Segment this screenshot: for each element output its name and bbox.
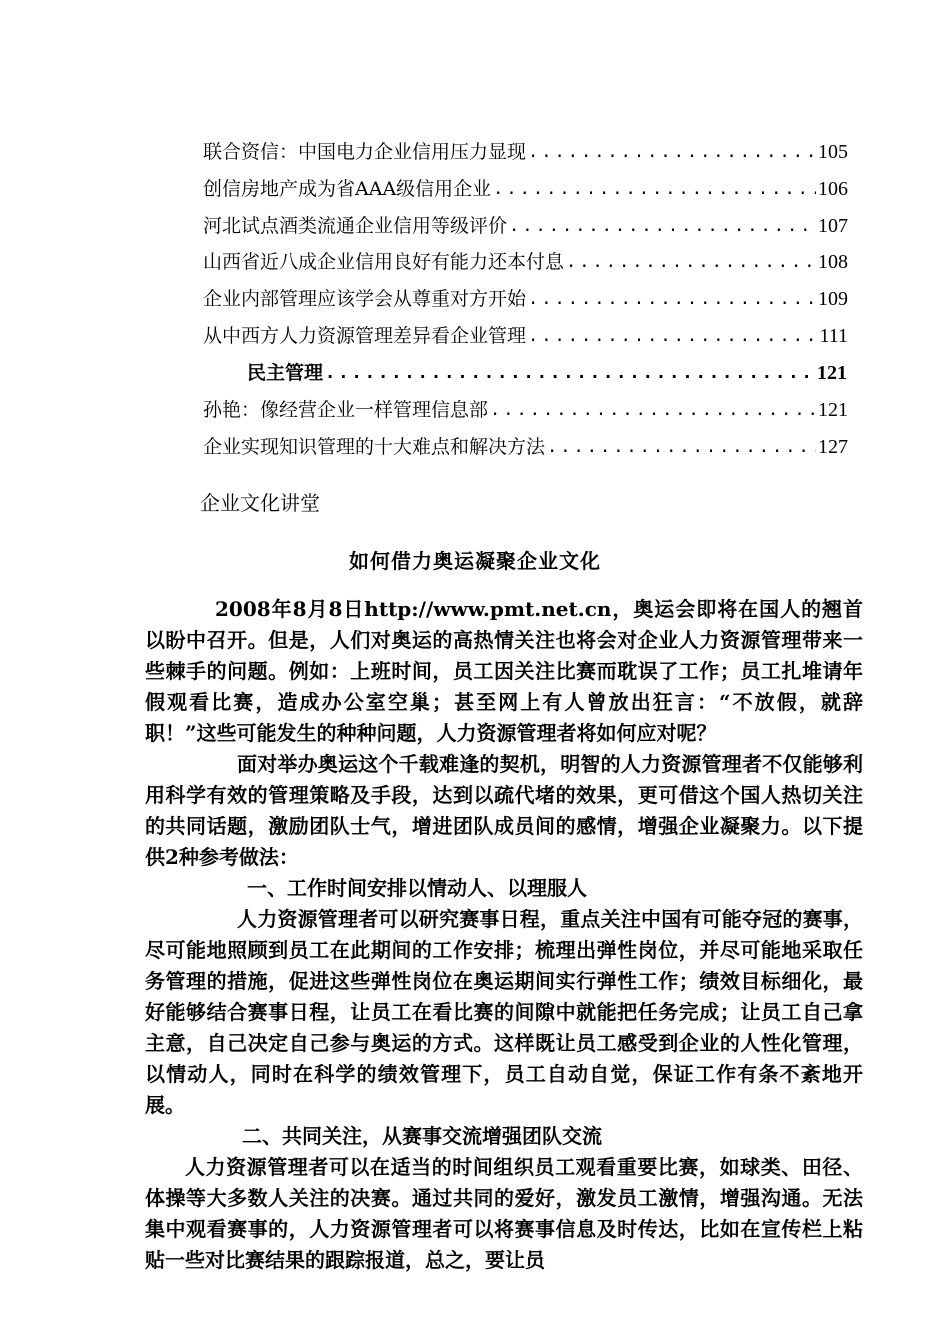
toc-item[interactable] [203, 321, 848, 351]
toc-item-page: 109 [818, 288, 848, 310]
toc-leader-dots [547, 432, 816, 462]
toc-item-title: 企业实现知识管理的十大难点和解决方法 [203, 436, 546, 458]
toc-leader-dots [566, 247, 816, 277]
section-label: 企业文化讲堂 [200, 491, 320, 515]
toc-item-title: 创信房地产成为省AAA级信用企业 [203, 178, 492, 200]
subheading-work-schedule: 一、工作时间安排以情动人、以理服人 [247, 876, 587, 900]
toc-item-title: 山西省近八成企业信用良好有能力还本付息 [203, 251, 565, 273]
toc-leader-dots [509, 211, 816, 241]
toc-item[interactable] [203, 137, 848, 167]
toc-item-title: 河北试点酒类流通企业信用等级评价 [203, 215, 508, 237]
toc-item-page: 127 [818, 436, 848, 458]
paragraph-work-schedule: 人力资源管理者可以研究赛事日程，重点关注中国有可能夺冠的赛事，尽可能地照顾到员工在此期间的工作安排；梳理出弹性岗位，并尽可能地采取任务管理的措施，促进这些弹性岗位在奥运期间实行弹性工作；绩效目标细化，最好能够结合赛事日程，让员工在看比赛的间隙中就能把任务完成；让员工自己拿主意，自己决定自己参与奥运的方式。这样既让员工感受到企业的人性化管理，以情动人，同时在科学的绩效管理下，员工自动自觉，保证工作有条不紊地开展。 [145, 907, 863, 1117]
subheading-team-communication: 二、共同关注，从赛事交流增强团队交流 [242, 1124, 602, 1148]
toc-leader-dots [325, 358, 815, 388]
toc-leader-dots [528, 137, 816, 167]
article-body [145, 594, 863, 1276]
toc-leader-dots [528, 321, 817, 351]
paragraph-team-communication: 人力资源管理者可以在适当的时间组织员工观看重要比赛，如球类、田径、体操等大多数人关注的决赛。通过共同的爱好，激发员工激情，增强沟通。无法集中观看赛事的，人力资源管理者可以将赛事信息及时传达，比如在宣传栏上粘贴一些对比赛结果的跟踪报道，总之，要让员 [145, 1155, 863, 1272]
toc-item[interactable] [203, 174, 848, 204]
paragraph-intro: 2008年8月8日http://www.pmt.net.cn，奥运会即将在国人的翘首以盼中召开。但是，人们对奥运的高热情关注也将会对企业人力资源管理带来一些棘手的问题。例如：上班时间，员工因关注比赛而耽误了工作；员工扎堆请年假观看比赛，造成办公室空巢；甚至网上有人曾放出狂言：“不放假，就辞职！”这些可能发生的种种问题，人力资源管理者将如何应对呢？ [145, 597, 863, 745]
toc-leader-dots [490, 395, 816, 425]
toc-item-title: 孙艳：像经营企业一样管理信息部 [203, 399, 489, 421]
toc-item-page: 111 [819, 325, 848, 347]
toc-leader-dots [528, 284, 816, 314]
toc-item-title: 企业内部管理应该学会从尊重对方开始 [203, 288, 527, 310]
article-title: 如何借力奥运凝聚企业文化 [349, 549, 601, 573]
toc-section-page: 121 [817, 362, 847, 384]
toc-section-title: 民主管理 [247, 362, 324, 384]
toc-item-title: 联合资信：中国电力企业信用压力显现 [203, 141, 527, 163]
toc-leader-dots [493, 174, 816, 204]
paragraph-approach: 面对举办奥运这个千载难逢的契机，明智的人力资源管理者不仅能够利用科学有效的管理策略及手段，达到以疏代堵的效果，更可借这个国人热切关注的共同话题，激励团队士气，增进团队成员间的感情，增强企业凝聚力。以下提供2种参考做法： [145, 752, 863, 869]
toc-item-title: 从中西方人力资源管理差异看企业管理 [203, 325, 527, 347]
toc-item[interactable] [203, 284, 848, 314]
toc-item[interactable] [203, 211, 848, 241]
toc-item-page: 105 [818, 141, 848, 163]
toc-item[interactable] [203, 432, 848, 462]
toc-item[interactable] [203, 395, 848, 425]
toc-section-item[interactable] [247, 358, 847, 388]
toc-item-page: 108 [818, 251, 848, 273]
toc-item-page: 106 [818, 178, 848, 200]
toc-item-page: 121 [818, 399, 848, 421]
toc-item-page: 107 [818, 215, 848, 237]
toc-item[interactable] [203, 247, 848, 277]
